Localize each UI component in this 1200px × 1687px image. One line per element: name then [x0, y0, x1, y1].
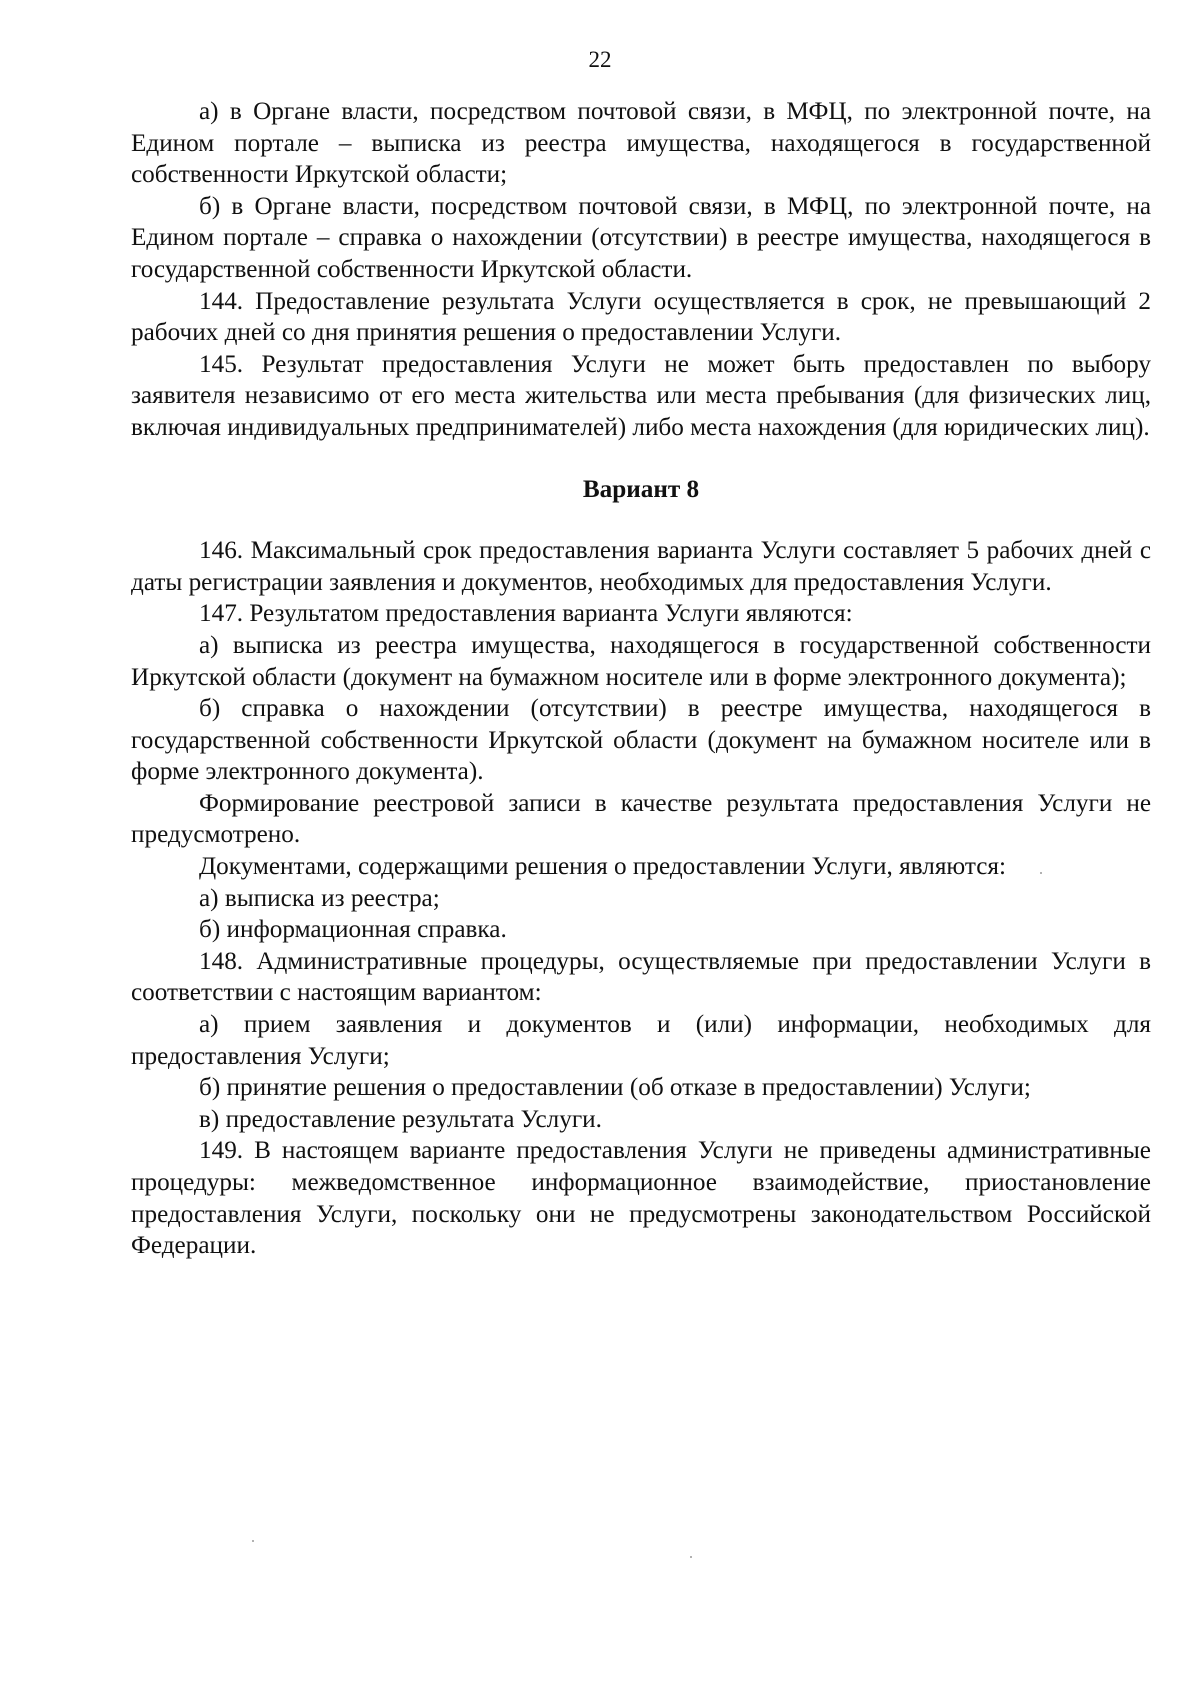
document-body [131, 96, 1151, 1262]
paragraph: а) выписка из реестра имущества, находящегося в государственной собственности Иркутской области (документ на бумажном носителе или в форме электронного документа); [131, 631, 1151, 691]
paragraph: 144. Предоставление результата Услуги осуществляется в срок, не превышающий 2 рабочих дней со дня принятия решения о предоставлении Услуги. [131, 287, 1151, 347]
paragraph: б) справка о нахождении (отсутствии) в реестре имущества, находящегося в государственной собственности Иркутской области (документ на бумажном носителе или в форме электронного документа). [131, 695, 1151, 786]
paragraph: б) информационная справка. [199, 916, 507, 944]
paragraph: Документами, содержащими решения о предоставлении Услуги, являются: [199, 853, 1006, 881]
paragraph: б) принятие решения о предоставлении (об отказе в предоставлении) Услуги; [199, 1074, 1031, 1102]
page-number: 22 [588, 47, 612, 72]
scan-speck [690, 1556, 692, 1558]
paragraph: 148. Административные процедуры, осуществляемые при предоставлении Услуги в соответствии с настоящим вариантом: [131, 947, 1151, 1007]
paragraph: 145. Результат предоставления Услуги не может быть предоставлен по выбору заявителя независимо от его места жительства или места пребывания (для физических лиц, включая индивидуальных предпринимателей) либо места нахождения (для юридических лиц). [131, 350, 1151, 441]
scan-speck [252, 1540, 254, 1542]
paragraph: 147. Результатом предоставления варианта Услуги являются: [199, 600, 853, 628]
paragraph: а) выписка из реестра; [199, 884, 440, 912]
paragraph: а) в Органе власти, посредством почтовой связи, в МФЦ, по электронной почте, на Едином портале – выписка из реестра имущества, находящегося в государственной собственности Иркутской области; [131, 98, 1151, 189]
paragraph: 146. Максимальный срок предоставления варианта Услуги составляет 5 рабочих дней с даты регистрации заявления и документов, необходимых для предоставления Услуги. [131, 537, 1151, 596]
paragraph: а) прием заявления и документов и (или) информации, необходимых для предоставления Услуги; [131, 1011, 1151, 1070]
paragraph: 149. В настоящем варианте предоставления Услуги не приведены административные процедуры: межведомственное информационное взаимодействие, приостановление предоставления Услуги, поскольку они не предусмотрены законодательством Российской Федерации. [131, 1137, 1151, 1260]
paragraph: Формирование реестровой записи в качестве результата предоставления Услуги не предусмотрено. [131, 789, 1151, 849]
paragraph: б) в Органе власти, посредством почтовой связи, в МФЦ, по электронной почте, на Едином портале – справка о нахождении (отсутствии) в реестре имущества, находящегося в государственной собственности Иркутской области. [131, 192, 1151, 283]
scan-speck [1040, 872, 1042, 874]
section-heading: Вариант 8 [582, 475, 700, 503]
paragraph: в) предоставление результата Услуги. [199, 1105, 602, 1133]
